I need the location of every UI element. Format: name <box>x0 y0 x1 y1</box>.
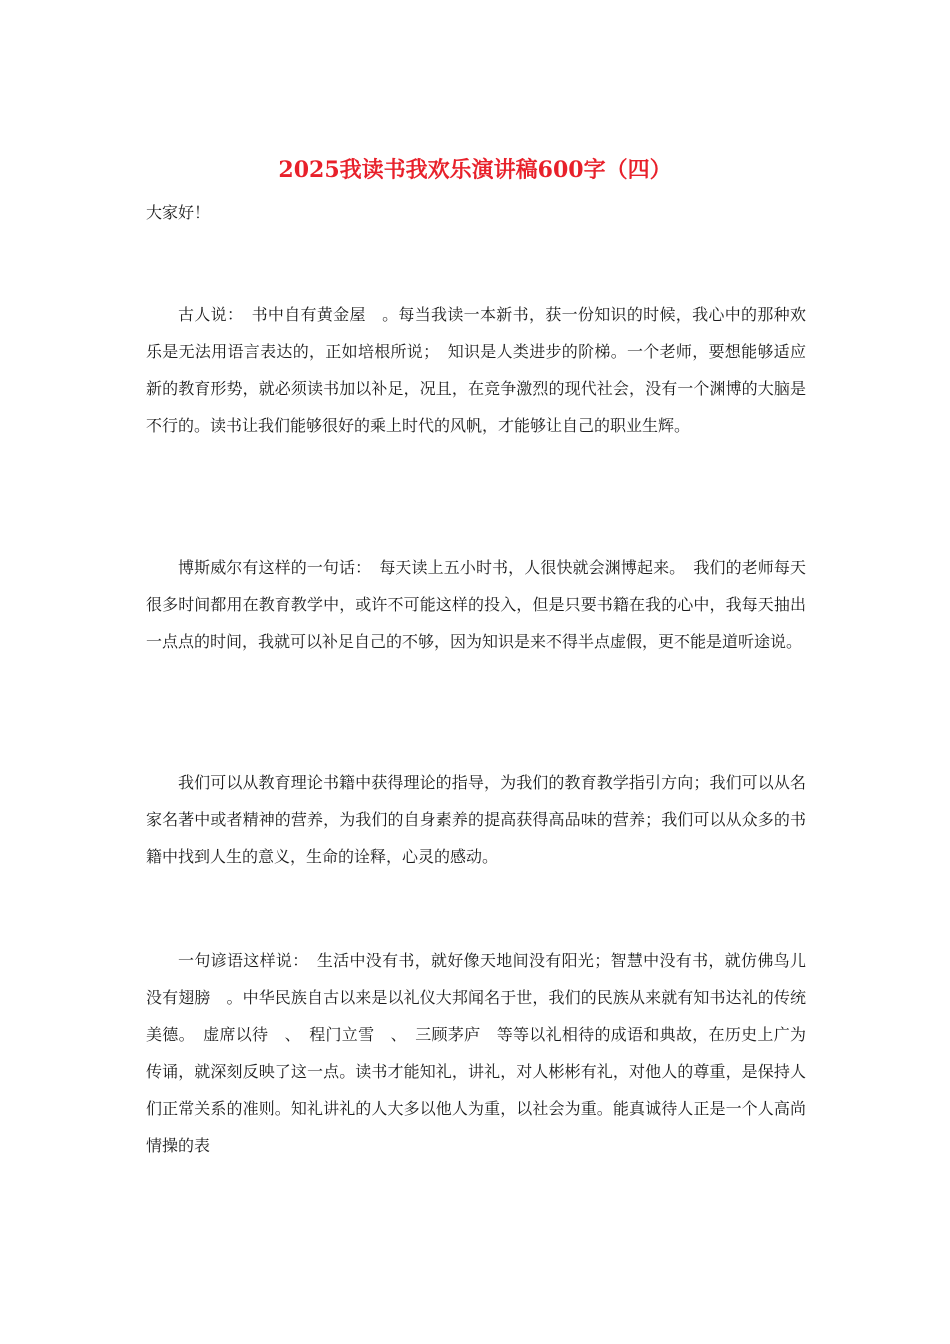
greeting-text: 大家好！ <box>146 203 211 222</box>
paragraph-2: 博斯威尔有这样的一句话： 每天读上五小时书，人很快就会渊博起来。 我们的老师每天很多时间都用在教育教学中，或许不可能这样的投入，但是只要书籍在我的心中，我每天抽出一点点的时间，我就可以补足自己的不够，因为知识是来不得半点虚假，更不能是道听途说。 <box>146 558 806 651</box>
paragraph-4: 一句谚语这样说： 生活中没有书，就好像天地间没有阳光；智慧中没有书，就仿佛鸟儿没有翅膀 。中华民族自古以来是以礼仪大邦闻名于世，我们的民族从来就有知书达礼的传统美德。 虚席以待 、 程门立雪 、 三顾茅庐 等等以礼相待的成语和典故，在历史上广为传诵，就深刻反映了这一点。读书才能知礼，讲礼，对人彬彬有礼，对他人的尊重，是保持人们正常关系的准则。知礼讲礼的人大多以他人为重，以社会为重。能真诚待人正是一个人高尚情操的表 <box>146 951 806 1155</box>
paragraph-3: 我们可以从教育理论书籍中获得理论的指导，为我们的教育教学指引方向；我们可以从名家名著中或者精神的营养，为我们的自身素养的提高获得高品味的营养；我们可以从众多的书籍中找到人生的意义，生命的诠释，心灵的感动。 <box>146 773 806 866</box>
document-title: 2025我读书我欢乐演讲稿600字（四） <box>278 157 672 183</box>
paragraph-1: 古人说： 书中自有黄金屋 。每当我读一本新书，获一份知识的时候，我心中的那种欢乐是无法用语言表达的，正如培根所说； 知识是人类进步的阶梯。一个老师，要想能够适应新的教育形势，就必须读书加以补足，况且，在竞争激烈的现代社会，没有一个渊博的大脑是不行的。读书让我们能够很好的乘上时代的风帆，才能够让自己的职业生辉。 <box>146 305 806 435</box>
